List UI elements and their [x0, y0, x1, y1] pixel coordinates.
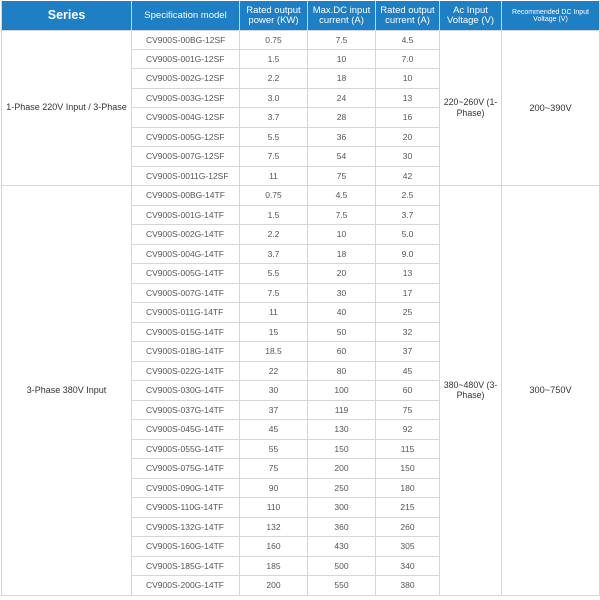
- model-cell: CV900S-007G-14TF: [132, 283, 240, 303]
- power-cell: 2.2: [240, 69, 308, 89]
- model-cell: CV900S-045G-14TF: [132, 420, 240, 440]
- model-cell: CV900S-132G-14TF: [132, 517, 240, 537]
- max-dc-current-cell: 80: [308, 361, 376, 381]
- power-cell: 90: [240, 478, 308, 498]
- model-cell: CV900S-005G-12SF: [132, 127, 240, 147]
- power-cell: 200: [240, 576, 308, 596]
- max-dc-current-cell: 500: [308, 556, 376, 576]
- power-cell: 3.0: [240, 88, 308, 108]
- max-dc-current-cell: 550: [308, 576, 376, 596]
- rated-current-cell: 215: [376, 498, 440, 518]
- max-dc-current-cell: 20: [308, 264, 376, 284]
- power-cell: 1.5: [240, 49, 308, 69]
- model-cell: CV900S-002G-12SF: [132, 69, 240, 89]
- rated-current-cell: 340: [376, 556, 440, 576]
- max-dc-current-cell: 10: [308, 225, 376, 245]
- model-cell: CV900S-004G-12SF: [132, 108, 240, 128]
- rated-current-cell: 180: [376, 478, 440, 498]
- spec-table: [1, 1, 600, 596]
- rated-current-cell: 42: [376, 166, 440, 186]
- max-dc-current-cell: 360: [308, 517, 376, 537]
- model-cell: CV900S-110G-14TF: [132, 498, 240, 518]
- model-cell: CV900S-007G-12SF: [132, 147, 240, 167]
- max-dc-current-cell: 18: [308, 244, 376, 264]
- power-cell: 11: [240, 166, 308, 186]
- rated-current-cell: 60: [376, 381, 440, 401]
- max-dc-current-cell: 300: [308, 498, 376, 518]
- model-cell: CV900S-001G-14TF: [132, 205, 240, 225]
- rated-current-cell: 10: [376, 69, 440, 89]
- power-cell: 55: [240, 439, 308, 459]
- model-cell: CV900S-005G-14TF: [132, 264, 240, 284]
- max-dc-current-cell: 40: [308, 303, 376, 323]
- power-cell: 3.7: [240, 108, 308, 128]
- model-cell: CV900S-200G-14TF: [132, 576, 240, 596]
- model-cell: CV900S-015G-14TF: [132, 322, 240, 342]
- power-cell: 7.5: [240, 147, 308, 167]
- max-dc-current-cell: 130: [308, 420, 376, 440]
- rated-current-cell: 380: [376, 576, 440, 596]
- model-cell: CV900S-001G-12SF: [132, 49, 240, 69]
- model-cell: CV900S-075G-14TF: [132, 459, 240, 479]
- max-dc-current-cell: 150: [308, 439, 376, 459]
- header-dc-input: Recommended DC Input Voltage (V): [502, 1, 600, 31]
- rated-current-cell: 17: [376, 283, 440, 303]
- power-cell: 37: [240, 400, 308, 420]
- dc-input-cell: 200~390V: [502, 31, 600, 186]
- max-dc-current-cell: 28: [308, 108, 376, 128]
- max-dc-current-cell: 10: [308, 49, 376, 69]
- model-cell: CV900S-030G-14TF: [132, 381, 240, 401]
- model-cell: CV900S-185G-14TF: [132, 556, 240, 576]
- table-row: [2, 186, 600, 206]
- table-row: [2, 31, 600, 50]
- max-dc-current-cell: 30: [308, 283, 376, 303]
- header-power: Rated output power (KW): [240, 1, 308, 31]
- power-cell: 18.5: [240, 342, 308, 362]
- rated-current-cell: 260: [376, 517, 440, 537]
- power-cell: 5.5: [240, 264, 308, 284]
- power-cell: 11: [240, 303, 308, 323]
- header-series: Series: [2, 1, 132, 31]
- model-cell: CV900S-004G-14TF: [132, 244, 240, 264]
- model-cell: CV900S-0011G-12SF: [132, 166, 240, 186]
- rated-current-cell: 305: [376, 537, 440, 557]
- max-dc-current-cell: 100: [308, 381, 376, 401]
- rated-current-cell: 45: [376, 361, 440, 381]
- max-dc-current-cell: 54: [308, 147, 376, 167]
- rated-current-cell: 150: [376, 459, 440, 479]
- power-cell: 0.75: [240, 186, 308, 206]
- rated-current-cell: 2.5: [376, 186, 440, 206]
- max-dc-current-cell: 75: [308, 166, 376, 186]
- power-cell: 45: [240, 420, 308, 440]
- model-cell: CV900S-002G-14TF: [132, 225, 240, 245]
- rated-current-cell: 32: [376, 322, 440, 342]
- header-rated-current: Rated output current (A): [376, 1, 440, 31]
- header-max-dc: Max.DC input current (A): [308, 1, 376, 31]
- model-cell: CV900S-003G-12SF: [132, 88, 240, 108]
- series-cell: 1-Phase 220V Input / 3-Phase: [2, 31, 132, 186]
- model-cell: CV900S-022G-14TF: [132, 361, 240, 381]
- power-cell: 75: [240, 459, 308, 479]
- max-dc-current-cell: 250: [308, 478, 376, 498]
- model-cell: CV900S-00BG-14TF: [132, 186, 240, 206]
- max-dc-current-cell: 119: [308, 400, 376, 420]
- power-cell: 22: [240, 361, 308, 381]
- power-cell: 1.5: [240, 205, 308, 225]
- header-ac-input: Ac Input Voltage (V): [440, 1, 502, 31]
- power-cell: 5.5: [240, 127, 308, 147]
- rated-current-cell: 13: [376, 88, 440, 108]
- model-cell: CV900S-00BG-12SF: [132, 31, 240, 50]
- rated-current-cell: 13: [376, 264, 440, 284]
- max-dc-current-cell: 50: [308, 322, 376, 342]
- rated-current-cell: 115: [376, 439, 440, 459]
- rated-current-cell: 3.7: [376, 205, 440, 225]
- power-cell: 132: [240, 517, 308, 537]
- header-row: [2, 1, 600, 31]
- series-cell: 3-Phase 380V Input: [2, 186, 132, 596]
- rated-current-cell: 7.0: [376, 49, 440, 69]
- model-cell: CV900S-018G-14TF: [132, 342, 240, 362]
- max-dc-current-cell: 24: [308, 88, 376, 108]
- max-dc-current-cell: 18: [308, 69, 376, 89]
- rated-current-cell: 20: [376, 127, 440, 147]
- power-cell: 30: [240, 381, 308, 401]
- rated-current-cell: 75: [376, 400, 440, 420]
- max-dc-current-cell: 60: [308, 342, 376, 362]
- power-cell: 0.75: [240, 31, 308, 50]
- rated-current-cell: 37: [376, 342, 440, 362]
- max-dc-current-cell: 7.5: [308, 31, 376, 50]
- max-dc-current-cell: 36: [308, 127, 376, 147]
- power-cell: 7.5: [240, 283, 308, 303]
- model-cell: CV900S-055G-14TF: [132, 439, 240, 459]
- rated-current-cell: 92: [376, 420, 440, 440]
- ac-input-cell: 380~480V (3-Phase): [440, 186, 502, 596]
- max-dc-current-cell: 430: [308, 537, 376, 557]
- header-model: Specification model: [132, 1, 240, 31]
- model-cell: CV900S-011G-14TF: [132, 303, 240, 323]
- rated-current-cell: 25: [376, 303, 440, 323]
- power-cell: 2.2: [240, 225, 308, 245]
- ac-input-cell: 220~260V (1-Phase): [440, 31, 502, 186]
- model-cell: CV900S-090G-14TF: [132, 478, 240, 498]
- power-cell: 185: [240, 556, 308, 576]
- rated-current-cell: 30: [376, 147, 440, 167]
- rated-current-cell: 9.0: [376, 244, 440, 264]
- power-cell: 15: [240, 322, 308, 342]
- power-cell: 160: [240, 537, 308, 557]
- rated-current-cell: 5.0: [376, 225, 440, 245]
- table-body: [2, 31, 600, 596]
- max-dc-current-cell: 4.5: [308, 186, 376, 206]
- model-cell: CV900S-160G-14TF: [132, 537, 240, 557]
- max-dc-current-cell: 200: [308, 459, 376, 479]
- dc-input-cell: 300~750V: [502, 186, 600, 596]
- power-cell: 3.7: [240, 244, 308, 264]
- power-cell: 110: [240, 498, 308, 518]
- rated-current-cell: 4.5: [376, 31, 440, 50]
- model-cell: CV900S-037G-14TF: [132, 400, 240, 420]
- rated-current-cell: 16: [376, 108, 440, 128]
- max-dc-current-cell: 7.5: [308, 205, 376, 225]
